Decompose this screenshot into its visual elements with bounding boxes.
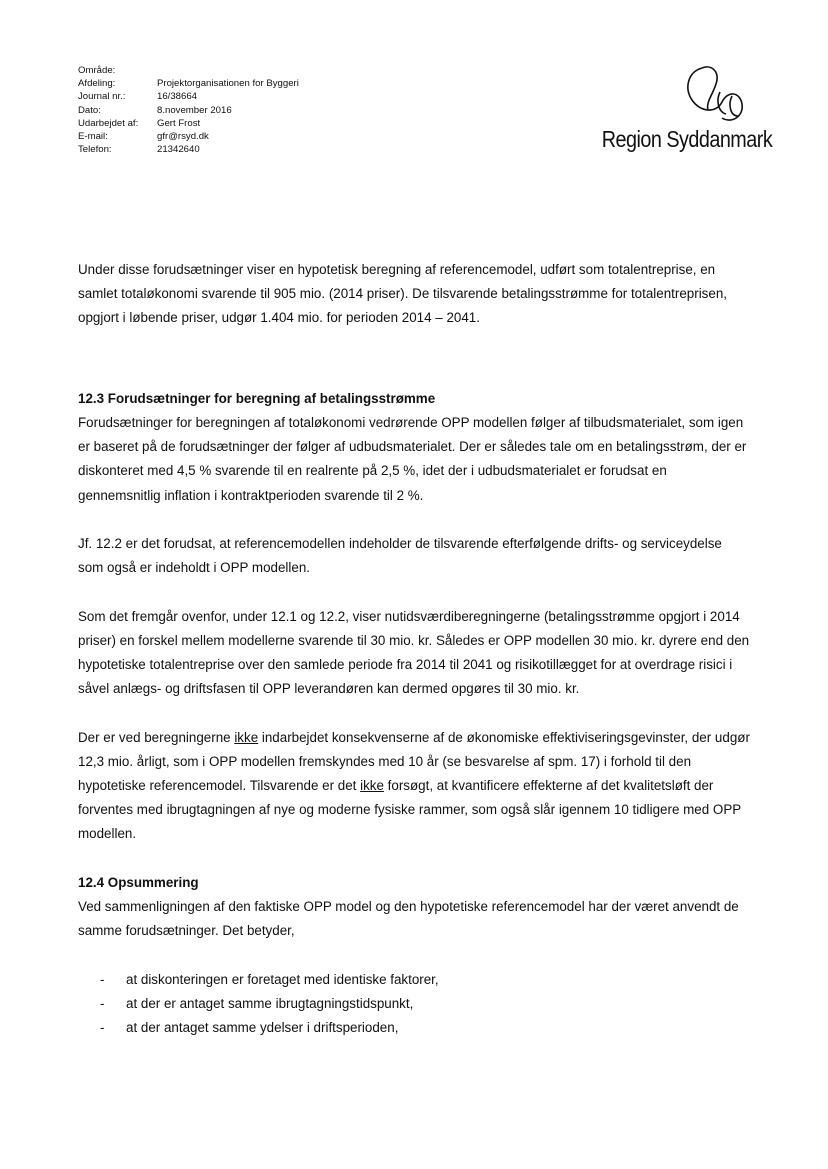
- meta-label: Afdeling:: [78, 78, 116, 90]
- underlined-emphasis: ikke: [234, 729, 259, 745]
- meta-row-email: [78, 130, 299, 143]
- text-fragment: indarbejdet konsekvenserne af de økonomiske effektiviseringsgevinster, der udgør 12,3 mio. årligt, som i OPP modellen fremskyndes med 10 år (se besvarelse af spm. 17) i forhold til den hypotetiske referencemodel. Tilsvarende er det: [78, 729, 750, 793]
- logo-wordmark: Region Syddanmark: [601, 126, 772, 152]
- document-metadata: [78, 64, 299, 156]
- meta-label: Journal nr.:: [78, 91, 126, 103]
- meta-row-udarbejdet: [78, 117, 299, 130]
- list-item-text: at diskonteringen er foretaget med identiske faktorer,: [126, 971, 439, 987]
- underlined-emphasis: ikke: [360, 778, 384, 793]
- meta-row-dato: [78, 104, 299, 117]
- paragraph-sammenligningen: Ved sammenligningen af den faktiske OPP model og den hypotetiske referencemodel har der været anvendt de samme forudsætninger. Det betyder,: [78, 899, 739, 939]
- meta-row-telefon: [78, 143, 299, 156]
- meta-label: Telefon:: [78, 144, 112, 156]
- list-item-text: at der antaget samme ydelser i driftsperioden,: [126, 1020, 399, 1035]
- meta-label: Dato:: [78, 104, 101, 116]
- text-fragment: Der er ved beregningerne: [78, 729, 235, 745]
- paragraph-fremgaar: Som det fremgår ovenfor, under 12.1 og 12.2, viser nutidsværdiberegningerne (betalingsstrømme opgjort i 2014 priser) en forskel mellem modellerne svarende til 30 mio. kr. Således er OPP modellen 30 mio. kr. dyrere end den hypotetiske totalentreprise over den samlede periode fra 2014 til 2041 og risikotillægget for at overdrage risici i såvel anlægs- og driftsfasen til OPP leverandøren kan dermed opgøres til 30 mio. kr.: [78, 608, 750, 697]
- paragraph-beregningerne: [78, 726, 750, 847]
- meta-value: 21342640: [157, 144, 200, 156]
- meta-row-afdeling: [78, 77, 299, 90]
- paragraph-forudsaetninger: Forudsætninger for beregningen af totaløkonomi vedrørende OPP modellen følger af tilbudsmaterialet, som igen er baseret på de forudsætninger der følger af udbudsmaterialet. Der er således tale om en betalingsstrøm, der er diskonteret med 4,5 % svarende til en realrente på 2,5 %, idet der i udbudsmaterialet er forudsat en gennemsnitlig inflation i kontraktperioden svarende til 2 %.: [78, 415, 747, 503]
- meta-value: gfr@rsyd.dk: [157, 131, 209, 143]
- meta-value: 16/38664: [157, 91, 198, 103]
- document-body: [78, 258, 750, 1040]
- section-heading-12-3: 12.3 Forudsætninger for beregning af betalingsstrømme: [78, 390, 436, 406]
- meta-label: Udarbejdet af:: [78, 117, 139, 129]
- section-heading-12-4: 12.4 Opsummering: [78, 874, 199, 890]
- meta-value: Gert Frost: [157, 117, 201, 129]
- list-item: [78, 968, 750, 992]
- bullet-dash: -: [100, 995, 105, 1011]
- bullet-dash: -: [100, 1020, 105, 1035]
- list-item: [78, 992, 750, 1016]
- list-item: [78, 1016, 750, 1040]
- meta-value: 8.november 2016: [157, 104, 232, 116]
- bullet-dash: -: [100, 971, 105, 987]
- region-logo: [574, 62, 772, 153]
- meta-label: E-mail:: [78, 131, 108, 143]
- list-item-text: at der er antaget samme ibrugtagningstidspunkt,: [126, 995, 414, 1011]
- intro-paragraph: Under disse forudsætninger viser en hypotetisk beregning af referencemodel, udført som totalentreprise, en samlet totaløkonomi svarende til 905 mio. (2014 priser). De tilsvarende betalingsstrømme for totalentreprisen, opgjort i løbende priser, udgør 1.404 mio. for perioden 2014 – 2041.: [78, 262, 727, 326]
- paragraph-jf-12-2: Jf. 12.2 er det forudsat, at referencemodellen indeholder de tilsvarende efterfølgende drifts- og serviceydelse som også er indeholdt i OPP modellen.: [78, 536, 722, 576]
- text-fragment: forsøgt, at kvantificere effekterne af det kvalitetsløft der forventes med ibrugtagningen af nye og moderne fysiske rammer, som også slår igennem 10 tidligere med OPP modellen.: [78, 778, 741, 842]
- meta-value: Projektorganisationen for Byggeri: [157, 78, 299, 90]
- bullet-list: [78, 968, 750, 1041]
- meta-row-journal: [78, 90, 299, 103]
- region-logo-mark-icon: [682, 62, 746, 128]
- meta-label: Område:: [78, 65, 116, 76]
- meta-row-omraade: [78, 64, 299, 77]
